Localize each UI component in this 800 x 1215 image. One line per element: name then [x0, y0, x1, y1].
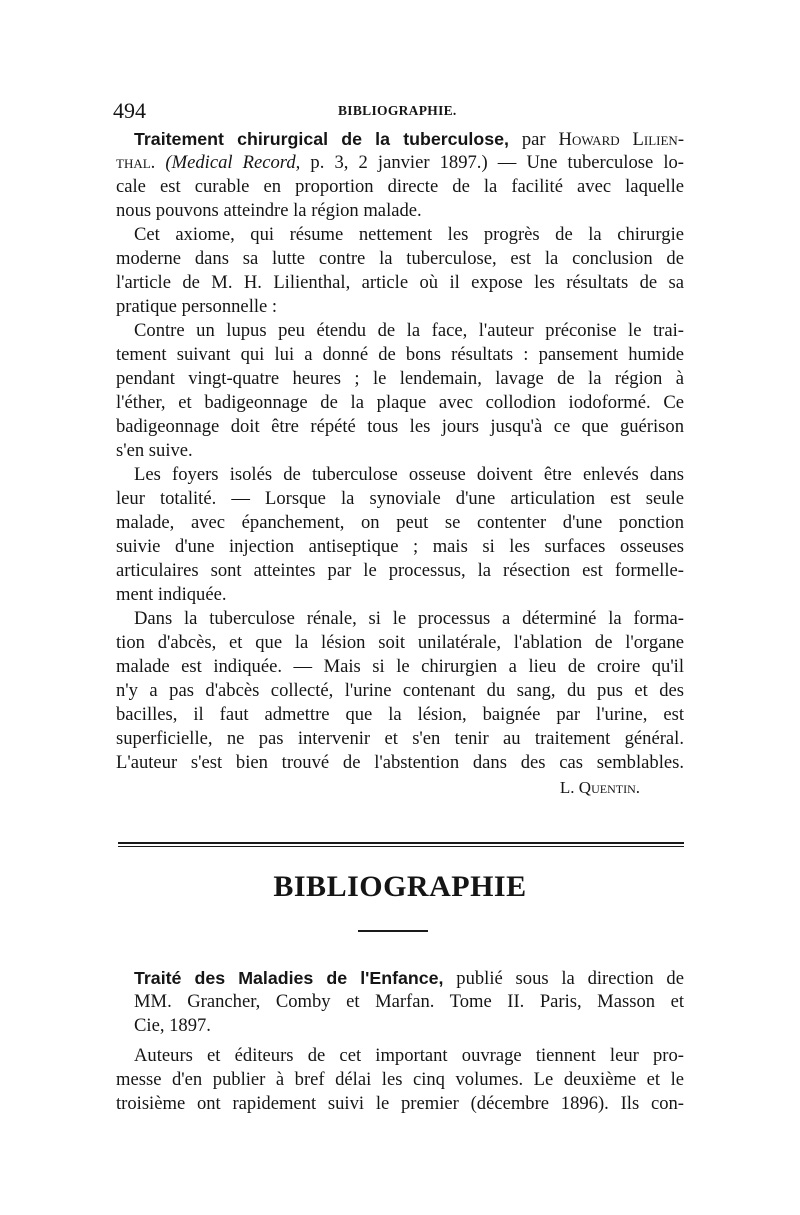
- section-title: BIBLIOGRAPHIE: [273, 870, 527, 903]
- text-line: articulaires sont atteintes par le processus, la résection est formelle-: [116, 560, 684, 581]
- text-line: cale est curable en proportion directe de la facilité avec laquelle: [116, 176, 684, 197]
- citation-details: p. 3, 2 janvier 1897.) — Une tuberculose lo-: [310, 152, 684, 173]
- text-line: Dans la tuberculose rénale, si le processus a déterminé la forma-: [134, 608, 684, 629]
- text-line: Les foyers isolés de tuberculose osseuse doivent être enlevés dans: [134, 464, 684, 485]
- text-line: malade est indiquée. — Mais si le chirurgien a lieu de croire qu'il: [116, 656, 684, 677]
- text-line: badigeonnage doit être répété tous les jours jusqu'à ce que guérison: [116, 416, 684, 437]
- text-line: l'éther, et badigeonnage de la plaque avec collodion iodoformé. Ce: [116, 392, 684, 413]
- article-author: Howard Lilien-: [558, 129, 685, 150]
- text-line: leur totalité. — Lorsque la synoviale d'une articulation est seule: [116, 488, 684, 509]
- article-author-cont: thal.: [116, 152, 156, 173]
- text-line: bacilles, il faut admettre que la lésion, baignée par l'urine, est: [116, 704, 684, 725]
- text-line: nous pouvons atteindre la région malade.: [116, 200, 422, 221]
- text-line: tement suivant qui lui a donné de bons résultats : pansement humide: [116, 344, 684, 365]
- text-line: Contre un lupus peu étendu de la face, l'auteur préconise le trai-: [134, 320, 684, 341]
- article-citation-line: [116, 151, 684, 175]
- text-line: moderne dans sa lutte contre la tuberculose, est la conclusion de: [116, 248, 684, 269]
- article-title-line: [116, 127, 684, 151]
- book-title: Traité des Maladies de l'Enfance,: [134, 968, 444, 988]
- text-line: Cet axiome, qui résume nettement les progrès de la chirurgie: [134, 224, 684, 245]
- article-title: Traitement chirurgical de la tuberculose,: [134, 129, 509, 149]
- journal-name: (Medical Record,: [165, 152, 301, 173]
- review-article: [116, 127, 684, 801]
- book-review: [116, 966, 684, 1116]
- book-title-rest: publié sous la direction de: [456, 968, 684, 989]
- article-title-rest: par: [521, 129, 546, 150]
- section-divider-rule: [118, 846, 684, 847]
- text-line: suivie d'une injection antiseptique ; mais si les surfaces osseuses: [116, 536, 684, 557]
- text-line: ment indiquée.: [116, 584, 227, 605]
- text-line: Cie, 1897.: [134, 1015, 211, 1036]
- text-line: superficielle, ne pas intervenir et s'en tenir au traitement général.: [116, 728, 684, 749]
- text-line: messe d'en publier à bref délai les cinq volumes. Le deuxième et le: [116, 1069, 684, 1090]
- text-line: s'en suive.: [116, 440, 193, 461]
- text-line: L'auteur s'est bien trouvé de l'abstention dans des cas semblables.: [116, 752, 684, 773]
- text-line: tion d'abcès, et que la lésion soit unilatérale, l'ablation de l'organe: [116, 632, 684, 653]
- text-line: l'article de M. H. Lilienthal, article où il expose les résultats de sa: [116, 272, 684, 293]
- running-head: BIBLIOGRAPHIE.: [338, 103, 457, 118]
- text-line: pratique personnelle :: [116, 296, 278, 317]
- text-line: n'y a pas d'abcès collecté, l'urine contenant du sang, du pus et des: [116, 680, 684, 701]
- text-line: MM. Grancher, Comby et Marfan. Tome II. Paris, Masson et: [134, 991, 684, 1012]
- text-line: pendant vingt-quatre heures ; le lendemain, lavage de la région à: [116, 368, 684, 389]
- page-number: 494: [113, 98, 146, 123]
- title-underline-rule: [358, 930, 428, 932]
- section-divider-rule: [118, 842, 684, 844]
- text-line: troisième ont rapidement suivi le premier (décembre 1896). Ils con-: [116, 1093, 684, 1114]
- book-title-line: [116, 966, 684, 990]
- text-line: Auteurs et éditeurs de cet important ouvrage tiennent leur pro-: [134, 1045, 684, 1066]
- text-line: malade, avec épanchement, on peut se contenter d'une ponction: [116, 512, 684, 533]
- signature: L. Quentin.: [559, 778, 640, 797]
